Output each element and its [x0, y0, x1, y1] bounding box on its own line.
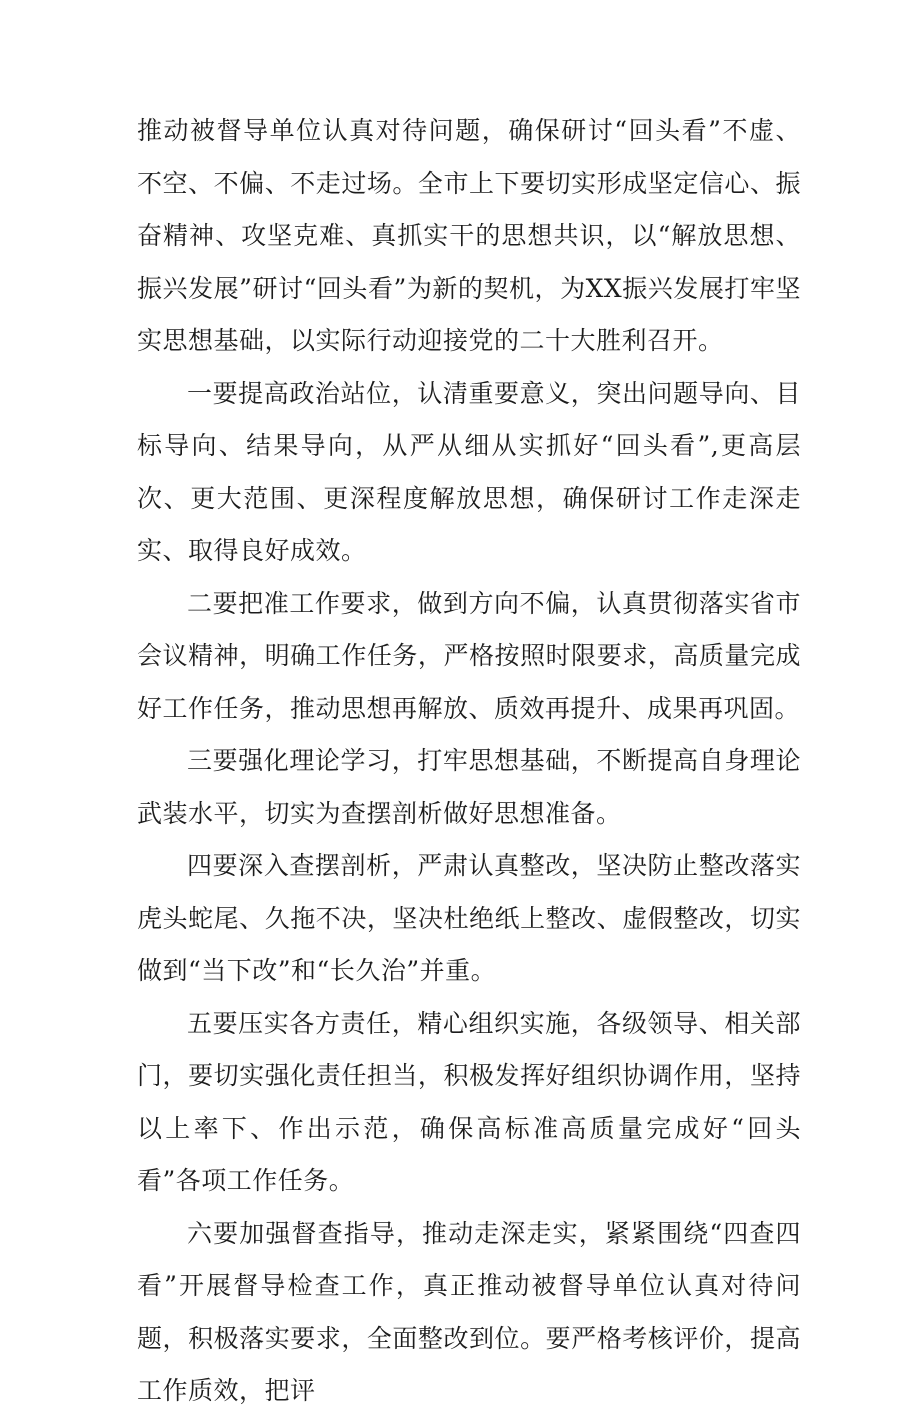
document-body [137, 105, 801, 1418]
paragraph-3: 二要把准工作要求，做到方向不偏，认真贯彻落实省市会议精神，明确工作任务，严格按照时限要求，高质量完成好工作任务，推动思想再解放、质效再提升、成果再巩固。 [137, 588, 801, 723]
paragraph-6: 五要压实各方责任，精心组织实施，各级领导、相关部门，要切实强化责任担当，积极发挥好组织协调作用，坚持以上率下、作出示范，确保高标准高质量完成好“回头看”各项工作任务。 [137, 1008, 801, 1195]
paragraph-1: 推动被督导单位认真对待问题，确保研讨“回头看”不虚、不空、不偏、不走过场。全市上下要切实形成坚定信心、振奋精神、攻坚克难、真抓实干的思想共识，以“解放思想、振兴发展”研讨“回头看”为新的契机，为XX振兴发展打牢坚实思想基础，以实际行动迎接党的二十大胜利召开。 [137, 116, 801, 355]
paragraph-7: 六要加强督查指导，推动走深走实，紧紧围绕“四查四看”开展督导检查工作，真正推动被督导单位认真对待问题，积极落实要求，全面整改到位。要严格考核评价，提高工作质效，把评 [137, 1218, 801, 1405]
paragraph-5: 四要深入查摆剖析，严肃认真整改，坚决防止整改落实虎头蛇尾、久拖不决，坚决杜绝纸上整改、虚假整改，切实做到“当下改”和“长久治”并重。 [137, 851, 801, 985]
paragraph-4: 三要强化理论学习，打牢思想基础，不断提高自身理论武装水平，切实为查摆剖析做好思想准备。 [137, 746, 801, 828]
paragraph-2: 一要提高政治站位，认清重要意义，突出问题导向、目标导向、结果导向，从严从细从实抓好“回头看”,更高层次、更大范围、更深程度解放思想，确保研讨工作走深走实、取得良好成效。 [137, 378, 801, 565]
